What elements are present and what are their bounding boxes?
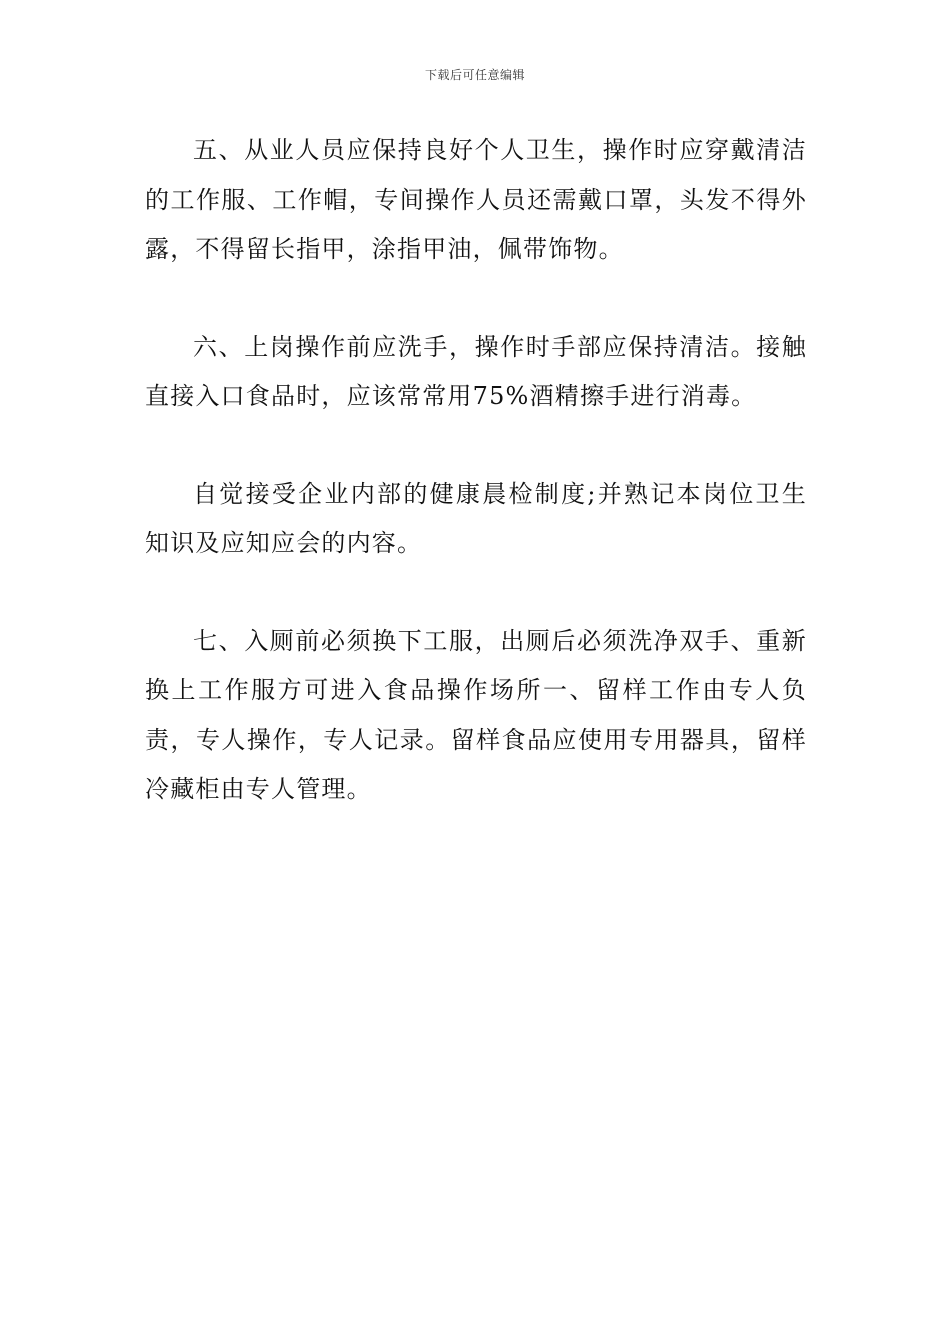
document-body — [145, 126, 807, 863]
paragraph-restroom-sampling: 七、入厕前必须换下工服，出厕后必须洗净双手、重新换上工作服方可进入食品操作场所一、留样工作由专人负责，专人操作，专人记录。留样食品应使用专用器具，留样冷藏柜由专人管理。 — [145, 626, 807, 803]
header-note: 下载后可任意编辑 — [424, 68, 525, 82]
paragraph-hygiene: 五、从业人员应保持良好个人卫生，操作时应穿戴清洁的工作服、工作帽，专间操作人员还需戴口罩，头发不得外露，不得留长指甲，涂指甲油，佩带饰物。 — [145, 136, 807, 263]
paragraph-handwashing: 六、上岗操作前应洗手，操作时手部应保持清洁。接触直接入口食品时，应该常常用75%酒精擦手进行消毒。 — [145, 332, 807, 410]
paragraph-health-check: 自觉接受企业内部的健康晨检制度;并熟记本岗位卫生知识及应知应会的内容。 — [145, 479, 807, 557]
